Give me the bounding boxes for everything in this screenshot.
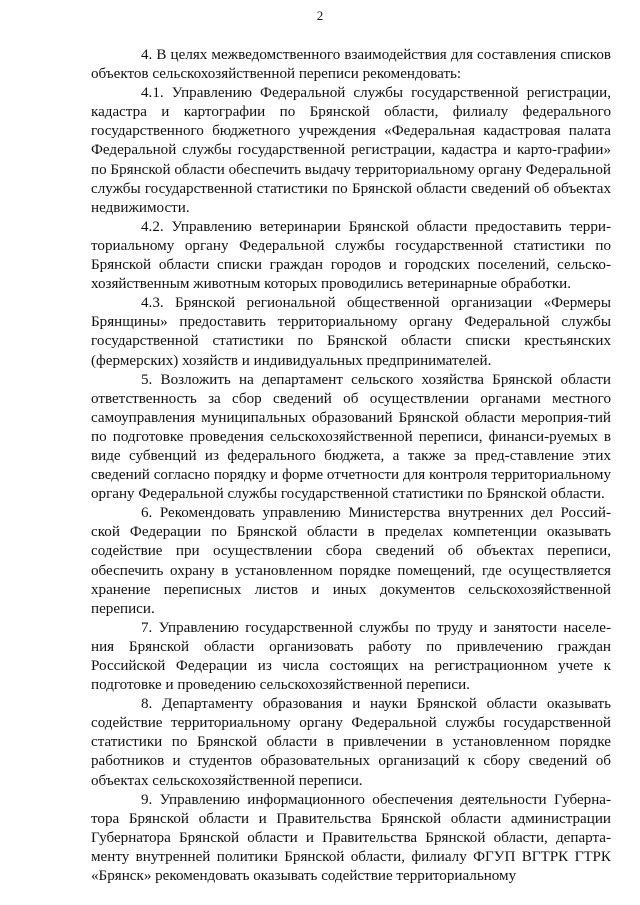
- paragraph-4-1: 4.1. Управлению Федеральной службы государственной регистрации, кадастра и картографии по Брянской области, филиалу федерального государственного бюджетного учреждения «Федеральная кадастровая палата Федеральной службы государственной регистрации, кадастра и карто-графии» по Брянской области обеспечить выдачу территориальному органу Федеральной службы государственной статистики по Брянской области сведений об объектах недвижимости.: [91, 85, 611, 216]
- page-number: 2: [316, 8, 324, 23]
- paragraph-4-3: 4.3. Брянской региональной общественной организации «Фермеры Брянщины» предоставить территориальному органу Федеральной службы государственной статистики по Брянской области списки крестьянских (фермерских) хозяйств и индивидуальных предпринимателей.: [91, 295, 611, 369]
- paragraph-5: 5. Возложить на департамент сельского хозяйства Брянской области ответственность за сбор сведений об осуществлении органами местного самоуправления муниципальных образований Брянской области мероприя-тий по подготовке проведения сельскохозяйственной переписи, финанси-руемых в виде субвенций из федерального бюджета, а также за пред-ставление этих сведений согласно порядку и форме отчетности для контроля территориальному органу Федеральной службы государственной статистики по Брянской области.: [91, 371, 611, 503]
- paragraph-4: 4. В целях межведомственного взаимодействия для составления списков объектов сельскохозяйственной переписи рекомендовать:: [91, 47, 611, 83]
- paragraph-9: 9. Управлению информационного обеспечения деятельности Губерна-тора Брянской области и Правительства Брянской области администрации Губернатора Брянской области и Правительства Брянской области, департа-менту внутренней политики Брянской области, филиалу ФГУП ВГТРК ГТРК «Брянск» рекомендовать оказывать содействие территориальному: [91, 791, 611, 885]
- paragraph-6: 6. Рекомендовать управлению Министерства внутренних дел Россий-ской Федерации по Брянской области в пределах компетенции оказывать содействие при осуществлении сбора сведений об объектах переписи, обеспечить охрану в установленном порядке помещений, где осуществляется хранение переписных листов и иных документов сельскохозяйственной переписи.: [91, 505, 611, 617]
- document-body: [91, 46, 611, 886]
- paragraph-7: 7. Управлению государственной службы по труду и занятости населе-ния Брянской области организовать работу по привлечению граждан Российской Федерации из числа состоящих на регистрационном учете к подготовке и проведению сельскохозяйственной переписи.: [91, 619, 611, 694]
- paragraph-8: 8. Департаменту образования и науки Брянской области оказывать содействие территориальному органу Федеральной службы государственной статистики по Брянской области в привлечении в установленном порядке работников и студентов образовательных организаций к сбору сведений об объектах сельскохозяйственной переписи.: [91, 696, 611, 789]
- paragraph-4-2: 4.2. Управлению ветеринарии Брянской области предоставить терри-ториальному органу Федеральной службы государственной статистики по Брянской области списки граждан городов и городских поселений, сельско-хозяйственным животным которых проводились ветеринарные обработки.: [91, 218, 611, 293]
